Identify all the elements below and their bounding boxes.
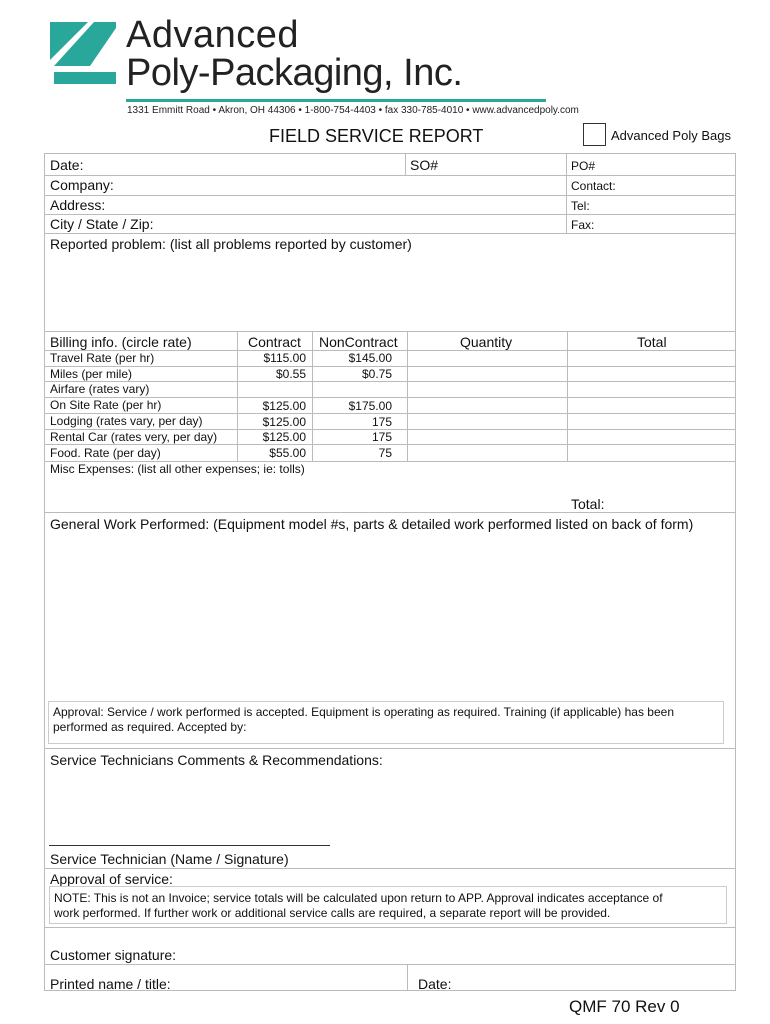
quantity-header: Quantity — [460, 334, 513, 350]
company-name-line2: Poly-Packaging, Inc. — [126, 52, 463, 94]
billing-row-label: Travel Rate (per hr) — [50, 351, 155, 365]
signature-line[interactable] — [49, 845, 330, 846]
date-label: Date: — [50, 157, 84, 173]
total-header: Total — [637, 334, 667, 350]
note-text-line2: work performed. If further work or additional service calls are required, a separate report will be provided. — [54, 906, 611, 920]
noncontract-header: NonContract — [319, 334, 398, 350]
billing-row-contract: $0.55 — [275, 367, 306, 381]
reported-problem-label: Reported problem: (list all problems reported by customer) — [50, 236, 412, 252]
logo-mark-icon — [50, 20, 120, 86]
company-logo — [50, 20, 120, 86]
billing-row-label: Lodging (rates vary, per day) — [50, 414, 203, 428]
customer-signature-label: Customer signature: — [50, 947, 177, 963]
approval-text-line1: Approval: Service / work performed is accepted. Equipment is operating as required. Training (if applicable) has been — [53, 705, 674, 719]
city-state-zip-label: City / State / Zip: — [50, 216, 154, 232]
service-technician-label: Service Technician (Name / Signature) — [50, 851, 289, 867]
note-text-line1: NOTE: This is not an Invoice; service totals will be calculated upon return to APP. Approval indicates acceptance of — [54, 891, 663, 905]
footer-date-label: Date: — [418, 976, 452, 992]
billing-row-label: Miles (per mile) — [50, 367, 133, 381]
header-rule — [126, 99, 546, 102]
misc-expenses-label: Misc Expenses: (list all other expenses; ie: tolls) — [50, 462, 305, 476]
printed-name-label: Printed name / title: — [50, 976, 171, 992]
form-code: QMF 70 Rev 0 — [569, 997, 680, 1016]
billing-row-contract: $115.00 — [263, 351, 306, 365]
grand-total-label: Total: — [571, 496, 605, 512]
so-label: SO# — [410, 157, 439, 173]
billing-row-label: On Site Rate (per hr) — [50, 398, 162, 412]
form-title: FIELD SERVICE REPORT — [269, 126, 484, 146]
billing-row-contract: $125.00 — [262, 430, 306, 444]
billing-row-label: Food. Rate (per day) — [50, 446, 161, 460]
approval-of-service-label: Approval of service: — [50, 871, 173, 887]
billing-row-noncontract: 75 — [378, 446, 392, 460]
billing-row-noncontract: $175.00 — [348, 399, 392, 413]
billing-row-noncontract: 175 — [371, 430, 392, 444]
billing-row-label: Rental Car (rates very, per day) — [50, 430, 218, 444]
address-label: Address: — [50, 197, 106, 213]
po-label: PO# — [571, 159, 596, 173]
billing-row-noncontract: 175 — [371, 415, 392, 429]
company-name-line1: Advanced — [126, 14, 300, 56]
company-label: Company: — [50, 177, 114, 193]
billing-row-contract: $125.00 — [262, 399, 306, 413]
fax-label: Fax: — [571, 218, 595, 232]
billing-row-contract: $55.00 — [269, 446, 306, 460]
approval-text-line2: performed as required. Accepted by: — [53, 720, 247, 734]
tel-label: Tel: — [571, 199, 590, 213]
billing-row-noncontract: $145.00 — [348, 351, 392, 365]
contact-label: Contact: — [571, 179, 616, 193]
company-address: 1331 Emmitt Road • Akron, OH 44306 • 1-800-754-4403 • fax 330-785-4010 • www.advancedpoly.com — [127, 105, 579, 116]
technician-comments-label: Service Technicians Comments & Recommendations: — [50, 752, 383, 768]
advanced-poly-bags-checkbox[interactable] — [583, 123, 606, 146]
contract-header: Contract — [248, 334, 301, 350]
billing-row-contract: $125.00 — [262, 415, 306, 429]
general-work-label: General Work Performed: (Equipment model #s, parts & detailed work performed listed on back of form) — [50, 516, 694, 532]
billing-info-header: Billing info. (circle rate) — [50, 334, 192, 350]
checkbox-label: Advanced Poly Bags — [611, 128, 731, 143]
billing-row-label: Airfare (rates vary) — [50, 382, 150, 396]
billing-row-noncontract: $0.75 — [361, 367, 392, 381]
